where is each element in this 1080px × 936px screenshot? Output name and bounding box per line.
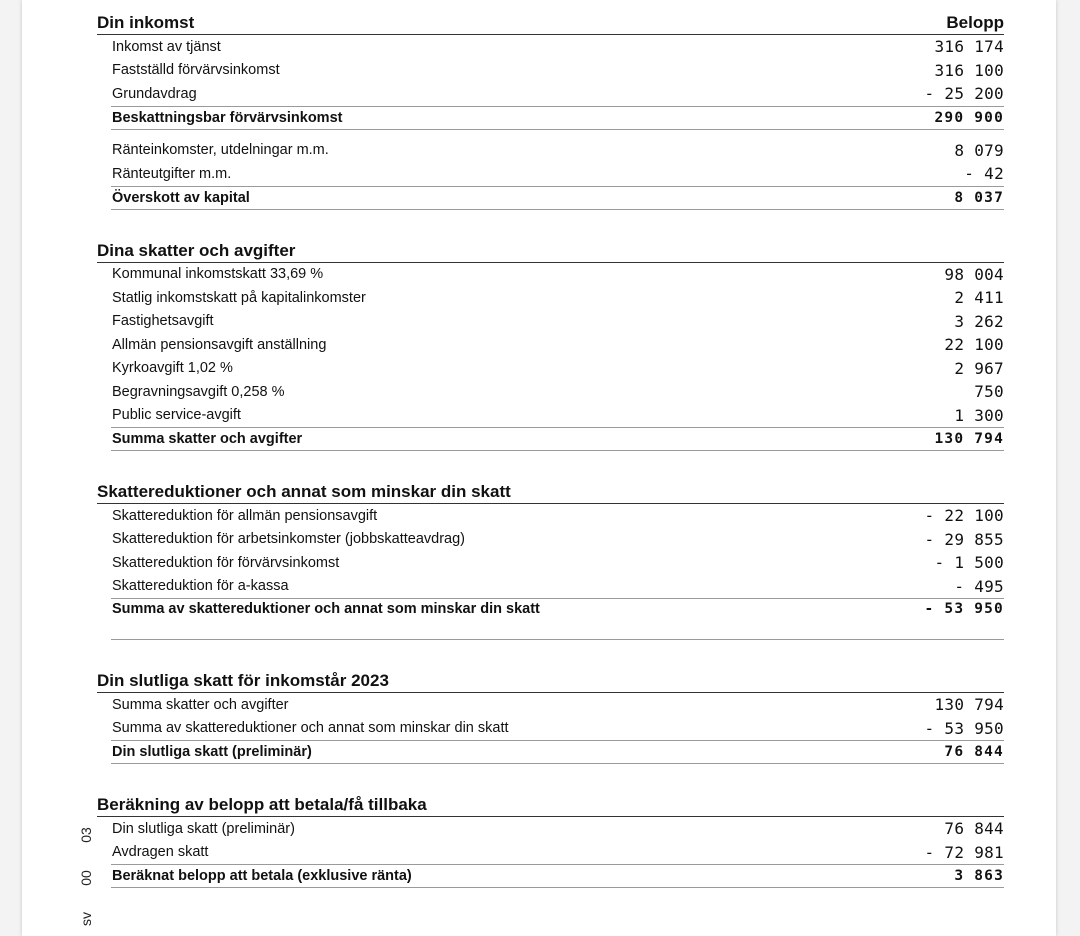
sum-label: Summa av skattereduktioner och annat som minskar din skatt	[112, 601, 540, 617]
row-label: Begravningsavgift 0,258 %	[112, 383, 285, 400]
taxes-section-title: Dina skatter och avgifter	[97, 240, 296, 260]
row-amount: - 72 981	[924, 842, 1004, 862]
table-row	[97, 717, 1004, 741]
row-amount: 2 967	[954, 358, 1004, 378]
row-label: Statlig inkomstskatt på kapitalinkomster	[112, 289, 366, 306]
sum-row	[111, 864, 1004, 888]
row-amount: - 1 500	[934, 553, 1004, 573]
row-amount: 3 262	[954, 311, 1004, 331]
row-label: Inkomst av tjänst	[112, 38, 221, 55]
row-amount: - 53 950	[924, 718, 1004, 738]
sum-label: Beskattningsbar förvärvsinkomst	[112, 109, 343, 126]
row-label: Ränteinkomster, utdelningar m.m.	[112, 142, 329, 159]
table-row	[97, 139, 1004, 163]
table-row	[97, 357, 1004, 381]
row-amount: 98 004	[944, 264, 1004, 284]
table-row	[97, 35, 1004, 59]
row-label: Skattereduktion för arbetsinkomster (jobbskatteavdrag)	[112, 531, 466, 548]
table-row	[97, 263, 1004, 287]
table-row	[97, 841, 1004, 865]
row-amount: - 25 200	[924, 84, 1004, 104]
table-row	[97, 404, 1004, 428]
table-row	[97, 693, 1004, 717]
row-amount: - 22 100	[924, 506, 1004, 526]
payment-section-header	[97, 795, 1004, 817]
row-label: Public service-avgift	[112, 407, 241, 424]
amount-column-header: Belopp	[946, 13, 1004, 32]
table-row	[97, 82, 1004, 106]
row-amount: 316 100	[934, 60, 1004, 80]
table-row	[97, 162, 1004, 186]
table-row	[97, 333, 1004, 357]
row-label: Skattereduktion för allmän pensionsavgift	[112, 507, 378, 524]
row-label: Summa skatter och avgifter	[112, 696, 289, 713]
table-row	[97, 310, 1004, 334]
tax-document-page	[22, 0, 1056, 936]
row-amount: 1 300	[954, 405, 1004, 425]
row-label: Din slutliga skatt (preliminär)	[112, 820, 295, 837]
row-label: Skattereduktion för förvärvsinkomst	[112, 554, 340, 571]
final-tax-section-title: Din slutliga skatt för inkomstår 2023	[97, 671, 389, 690]
sum-amount: 130 794	[934, 431, 1004, 447]
row-amount: - 495	[954, 576, 1004, 596]
tax-calculation	[97, 13, 1004, 888]
row-amount: 22 100	[944, 335, 1004, 355]
sum-row	[111, 106, 1004, 130]
reductions-section-header	[97, 482, 1004, 504]
row-label: Kyrkoavgift 1,02 %	[112, 360, 233, 377]
row-label: Summa av skattereduktioner och annat som minskar din skatt	[112, 720, 509, 737]
sum-label: Överskott av kapital	[112, 189, 250, 206]
row-label: Kommunal inkomstskatt 33,69 %	[112, 266, 324, 283]
row-amount: 2 411	[954, 288, 1004, 308]
row-label: Fastighetsavgift	[112, 313, 214, 330]
row-amount: 750	[974, 382, 1004, 402]
row-amount: 316 174	[934, 37, 1004, 57]
row-amount: 8 079	[954, 140, 1004, 160]
taxes-section-header	[97, 241, 1004, 263]
table-row	[97, 380, 1004, 404]
reductions-section-title: Skattereduktioner och annat som minskar din skatt	[97, 482, 511, 501]
sum-amount: 76 844	[944, 744, 1004, 760]
sum-row	[111, 186, 1004, 210]
table-row	[97, 817, 1004, 841]
table-row	[97, 528, 1004, 552]
row-label: Ränteutgifter m.m.	[112, 165, 232, 182]
row-amount: - 29 855	[924, 529, 1004, 549]
row-label: Avdragen skatt	[112, 844, 209, 861]
row-label: Allmän pensionsavgift anställning	[112, 336, 327, 353]
sum-amount: 290 900	[934, 109, 1004, 126]
sum-row	[111, 427, 1004, 451]
income-section-header	[97, 13, 1004, 35]
row-amount: - 42	[964, 164, 1004, 184]
table-row	[97, 286, 1004, 310]
side-code: sv	[78, 912, 94, 926]
sum-row	[111, 598, 1004, 640]
table-row	[97, 551, 1004, 575]
table-row	[97, 59, 1004, 83]
sum-label: Din slutliga skatt (preliminär)	[112, 744, 312, 760]
side-code: 00	[78, 870, 94, 886]
sum-amount: 8 037	[954, 189, 1004, 206]
payment-section-title: Beräkning av belopp att betala/få tillbaka	[97, 795, 427, 814]
row-amount: 76 844	[944, 819, 1004, 839]
income-section-title: Din inkomst	[97, 13, 195, 32]
row-amount: 130 794	[934, 695, 1004, 715]
side-code: 03	[78, 827, 94, 843]
sum-amount: 3 863	[954, 868, 1004, 884]
row-label: Grundavdrag	[112, 85, 197, 102]
sum-row	[111, 740, 1004, 764]
table-row	[97, 575, 1004, 599]
sum-amount: - 53 950	[924, 601, 1004, 617]
final-tax-section-header	[97, 671, 1004, 693]
sum-label: Beräknat belopp att betala (exklusive ränta)	[112, 868, 412, 884]
row-label: Fastställd förvärvsinkomst	[112, 62, 280, 79]
table-row	[97, 504, 1004, 528]
row-label: Skattereduktion för a-kassa	[112, 578, 289, 595]
sum-label: Summa skatter och avgifter	[112, 431, 303, 447]
